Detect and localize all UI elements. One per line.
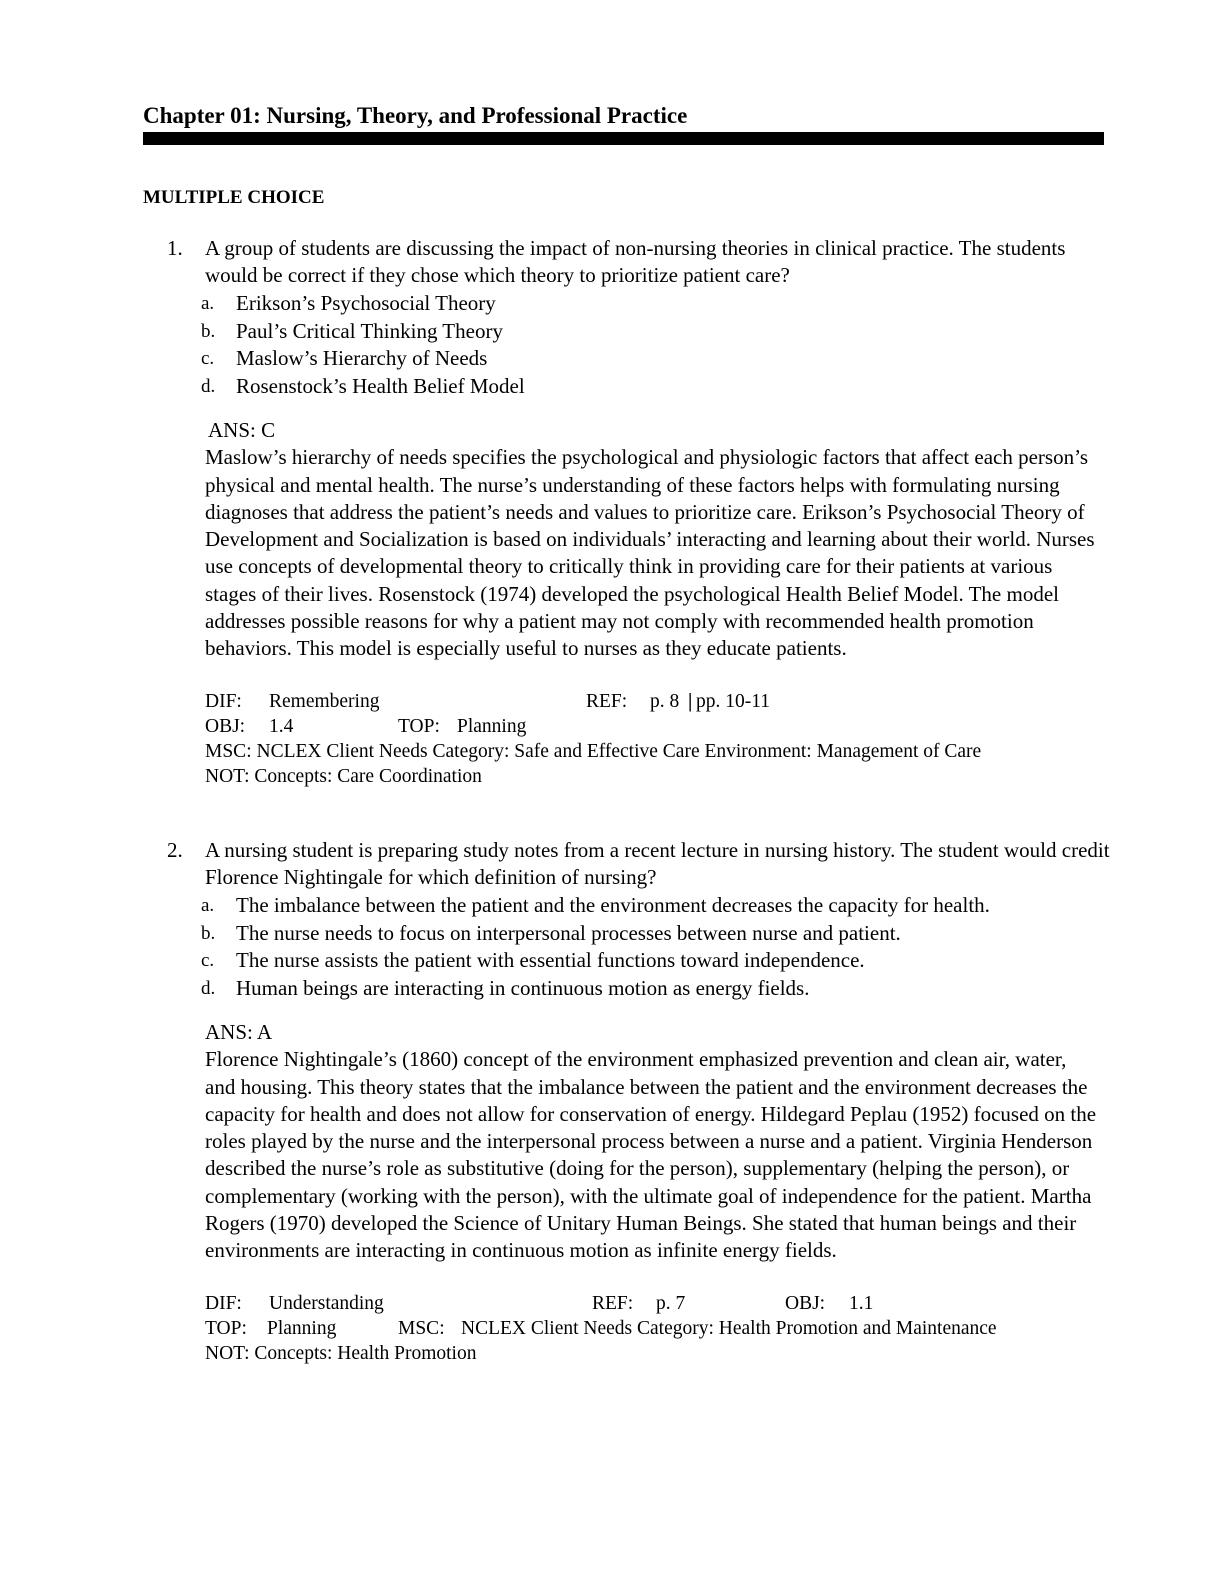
option-letter: a. [201,895,215,916]
answer-label: ANS: C [208,418,276,442]
rationale: Florence Nightingale’s (1860) concept of the environment emphasized prevention and clean air, water, and housing. This theory states that the imbalance between the patient and the environment decreases the capacity for health and does not allow for conservation of energy. Hildegard Peplau (1952) focused on the roles played by the nurse and the interpersonal process between a nurse and a patient. Virginia Henderson described the nurse’s role as substitutive (doing for the person), supplementary (helping the person), or complementary (working with the person), with the ultimate goal of independence for the patient. Martha Rogers (1970) developed the Science of Unitary Human Beings. She stated that human beings and their environments are interacting in continuous motion as infinite energy fields. [205,1047,1097,1263]
question-stem: A group of students are discussing the impact of non-nursing theories in clinical practice. The students would be correct if they chose which theory to prioritize patient care? [205,236,1066,287]
ref-value: p. 7 [656,1292,686,1314]
answer-label: ANS: A [205,1020,273,1044]
ref-label: REF: [586,690,628,712]
option-list [143,290,1113,400]
question-2 [143,837,1113,1366]
option-text: The nurse assists the patient with essential functions toward independence. [236,948,865,972]
option-letter: c. [201,348,215,369]
option-text: Erikson’s Psychosocial Theory [236,291,496,315]
chapter-title: Chapter 01: Nursing, Theory, and Professional Practice [143,100,1104,145]
dif-value: Remembering [269,690,380,712]
msc-value: NCLEX Client Needs Category: Health Promotion and Maintenance [461,1317,997,1339]
option-letter: d. [201,375,216,397]
meta-line-msc [205,739,1113,764]
msc-label: MSC: [398,1317,445,1339]
option-letter: d. [201,977,216,999]
question-number: 1. [167,236,183,260]
obj-value: 1.1 [849,1292,874,1314]
option-d [143,975,1113,1003]
ref-value: p. 8 [650,690,680,712]
section-heading: MULTIPLE CHOICE [143,187,325,208]
answer-block [205,1019,1113,1265]
option-a [143,290,1113,318]
question-number: 2. [167,838,183,862]
dif-label: DIF: [205,1292,242,1314]
top-value: Planning [267,1317,337,1339]
question-metadata [205,1291,1113,1366]
option-text: Human beings are interacting in continuous motion as energy fields. [236,975,810,1000]
obj-label: OBJ: [785,1292,826,1314]
question-stem-row [143,837,1113,891]
meta-line-obj [205,714,1113,739]
option-text: The imbalance between the patient and the environment decreases the capacity for health. [236,893,990,917]
dif-value: Understanding [269,1292,384,1314]
ref-label: REF: [592,1292,634,1314]
not-text: NOT: Concepts: Health Promotion [205,1342,477,1364]
meta-line-dif [205,689,1113,714]
rationale: Maslow’s hierarchy of needs specifies the psychological and physiologic factors that affect each person’s physical and mental health. The nurse’s understanding of these factors helps with formulating nursing diagnoses that address the patient’s needs and values to prioritize care. Erikson’s Psychosocial Theory of Development and Socialization is based on individuals’ interacting and learning about their world. Nurses use concepts of developmental theory to critically think in providing care for their patients at various stages of their lives. Rosenstock (1974) developed the psychological Health Belief Model. The model addresses possible reasons for why a patient may not comply with recommended health promotion behaviors. This model is especially useful to nurses as they educate patients. [205,445,1095,661]
msc-text: MSC: NCLEX Client Needs Category: Safe and Effective Care Environment: Management of Care [205,740,982,762]
top-value: Planning [457,715,527,737]
option-text: Paul’s Critical Thinking Theory [236,318,503,343]
top-label: TOP: [205,1317,247,1339]
option-letter: a. [201,293,215,314]
meta-line-dif [205,1291,1113,1316]
option-text: Maslow’s Hierarchy of Needs [236,346,488,370]
not-text: NOT: Concepts: Care Coordination [205,765,482,787]
option-letter: c. [201,950,215,971]
question-1 [143,235,1113,789]
meta-line-not [205,764,1113,789]
dif-label: DIF: [205,690,242,712]
question-stem: A nursing student is preparing study notes from a recent lecture in nursing history. The student would credit Florence Nightingale for which definition of nursing? [205,838,1110,889]
ref-value-2: pp. 10-11 [696,690,771,712]
option-d [143,373,1113,401]
option-letter: b. [201,320,216,342]
question-metadata [205,689,1113,789]
question-stem-row [143,235,1113,289]
obj-value: 1.4 [269,715,294,737]
option-a [143,892,1113,920]
top-label: TOP: [398,715,440,737]
obj-label: OBJ: [205,715,246,737]
option-list [143,892,1113,1002]
meta-line-top [205,1316,1113,1341]
option-c [143,947,1113,975]
option-b [143,318,1113,346]
option-text: The nurse needs to focus on interpersonal processes between nurse and patient. [236,920,901,945]
meta-line-not [205,1341,1113,1366]
answer-block [205,417,1113,663]
option-letter: b. [201,922,216,944]
option-c [143,345,1113,373]
option-b [143,920,1113,948]
ref-separator: | [688,690,693,712]
option-text: Rosenstock’s Health Belief Model [236,373,525,398]
